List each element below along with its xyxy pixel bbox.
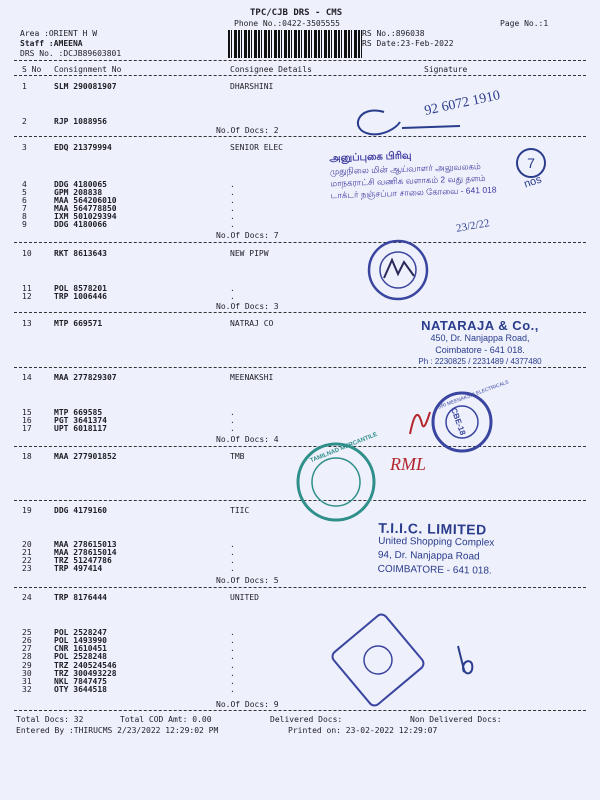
row-consignee: NEW PIPW <box>230 249 269 258</box>
stamp-line: 450, Dr. Nanjappa Road, <box>430 333 530 343</box>
row-consignment: MTP 669571 <box>54 319 103 328</box>
row-consignee: . <box>230 548 235 557</box>
row-consignment: EDQ 21379994 <box>54 143 112 152</box>
row-consignment: MAA 277901852 <box>54 452 117 461</box>
meenakshi-seal-center: CBE-18 <box>449 406 468 437</box>
red-signature <box>404 404 434 440</box>
row-sno: 13 <box>22 319 32 328</box>
col-signature: Signature <box>424 65 468 74</box>
row-sno: 19 <box>22 506 32 515</box>
row-consignee: TIIC <box>230 506 250 515</box>
row-consignment: MAA 278615013 <box>54 540 117 549</box>
row-consignment: PGT 3641374 <box>54 416 107 425</box>
row-consignment: MTP 669585 <box>54 408 103 417</box>
row-consignee: . <box>230 188 235 197</box>
barcode <box>228 30 364 58</box>
row-consignee: . <box>230 204 235 213</box>
row-consignment: POL 2528248 <box>54 652 107 661</box>
united-seal-icon <box>330 612 426 708</box>
row-sno: 4 <box>22 180 27 189</box>
row-consignment: POL 8578201 <box>54 284 107 293</box>
row-sno: 28 <box>22 652 32 661</box>
row-sno: 27 <box>22 644 32 653</box>
row-consignment: NKL 7847475 <box>54 677 107 686</box>
no-of-docs: No.Of Docs: 2 <box>216 126 279 135</box>
drs-number: DRS No. :DCJB89603801 <box>20 49 122 58</box>
row-consignment: GPM 208838 <box>54 188 103 197</box>
meenakshi-seal-ring: SRI MEENAKSHI ELECTRICALS <box>437 379 510 411</box>
row-sno: 16 <box>22 416 32 425</box>
tmb-seal-ring: TAMILNAD MERCANTILE <box>309 431 379 465</box>
nataraja-stamp <box>390 320 570 368</box>
row-consignment: DDG 4180066 <box>54 220 107 229</box>
row-consignee: DHARSHINI <box>230 82 274 91</box>
row-consignment: POL 1493990 <box>54 636 107 645</box>
rs-date: RS Date:23-Feb-2022 <box>362 39 454 48</box>
printed-on: Printed on: 23-02-2022 12:29:07 <box>288 726 438 735</box>
divider <box>14 75 586 76</box>
stamp-line: Coimbatore - 641 018. <box>435 345 525 355</box>
round-seal-icon <box>366 238 430 302</box>
row-consignee: . <box>230 212 235 221</box>
row-consignment: CNR 1610451 <box>54 644 107 653</box>
no-of-docs: No.Of Docs: 3 <box>216 302 279 311</box>
row-sno: 15 <box>22 408 32 417</box>
row-consignee: TMB <box>230 452 245 461</box>
row-sno: 5 <box>22 188 27 197</box>
stamp-line: COIMBATORE - 641 018. <box>377 563 492 577</box>
row-consignee: . <box>230 628 235 637</box>
handwritten-initials: RML <box>390 454 426 474</box>
staff-label: Staff :AMEENA <box>20 39 83 48</box>
stamp-line: United Shopping Complex <box>378 535 495 549</box>
row-consignee: . <box>230 661 235 670</box>
row-consignee: . <box>230 292 235 301</box>
row-consignee: . <box>230 636 235 645</box>
row-sno: 24 <box>22 593 32 602</box>
entered-by: Entered By :THIRUCMS 2/23/2022 12:29:02 PM <box>16 726 219 735</box>
col-sno: S No <box>22 65 42 74</box>
row-consignee: UNITED <box>230 593 259 602</box>
row-consignment: TRZ 240524546 <box>54 661 117 670</box>
row-sno: 23 <box>22 564 32 573</box>
row-consignee: . <box>230 556 235 565</box>
row-sno: 22 <box>22 556 32 565</box>
stamp-line: 94, Dr. Nanjappa Road <box>377 549 480 563</box>
row-consignment: DDG 4180065 <box>54 180 107 189</box>
row-consignee: . <box>230 284 235 293</box>
row-sno: 7 <box>22 204 27 213</box>
row-consignee: . <box>230 540 235 549</box>
row-consignee: NATRAJ CO <box>230 319 274 328</box>
handwritten-nos: nos <box>522 173 544 191</box>
row-consignee: . <box>230 644 235 653</box>
col-consignment: Consignment No <box>54 65 122 74</box>
row-consignee: SENIOR ELEC <box>230 143 283 152</box>
divider <box>14 312 586 313</box>
delivered-docs: Delivered Docs: <box>270 715 343 724</box>
row-sno: 1 <box>22 82 27 91</box>
no-of-docs: No.Of Docs: 4 <box>216 435 279 444</box>
divider <box>14 60 586 61</box>
total-cod-amount: Total COD Amt: 0.00 <box>120 715 212 724</box>
row-sno: 29 <box>22 661 32 670</box>
row-consignee: . <box>230 408 235 417</box>
row-consignee: . <box>230 180 235 189</box>
senior-elec-stamp <box>329 147 521 202</box>
rs-number: RS No.:896038 <box>362 29 425 38</box>
row-consignment: POL 2528247 <box>54 628 107 637</box>
row-consignment: TRP 8176444 <box>54 593 107 602</box>
row-sno: 14 <box>22 373 32 382</box>
row-consignee: . <box>230 652 235 661</box>
no-of-docs: No.Of Docs: 5 <box>216 576 279 585</box>
stamp-line: டாக்டர் நஞ்சப்பா சாலை கோவை - 641 018 <box>330 184 497 201</box>
row-consignment: MAA 278615014 <box>54 548 117 557</box>
row-sno: 2 <box>22 117 27 126</box>
row-sno: 25 <box>22 628 32 637</box>
area-label: Area :ORIENT H W <box>20 29 98 38</box>
row-consignment: TRZ 300493228 <box>54 669 117 678</box>
row-consignment: UPT 6018117 <box>54 424 107 433</box>
row-consignee: . <box>230 677 235 686</box>
row-sno: 30 <box>22 669 32 678</box>
row-consignment: SLM 290081907 <box>54 82 117 91</box>
divider <box>14 242 586 243</box>
row-consignment: TRP 497414 <box>54 564 103 573</box>
row-consignee: . <box>230 564 235 573</box>
row-sno: 18 <box>22 452 32 461</box>
total-docs: Total Docs: 32 <box>16 715 84 724</box>
stamp-line: முதுநிலை மின் ஆய்வாளர் அலுவலகம் <box>329 161 481 177</box>
stamp-line: T.I.I.C. LIMITED <box>378 519 487 538</box>
divider <box>14 710 586 711</box>
row-consignee: . <box>230 685 235 694</box>
row-consignment: OTY 3644518 <box>54 685 107 694</box>
row-consignee: . <box>230 220 235 229</box>
row-sno: 21 <box>22 548 32 557</box>
row-sno: 6 <box>22 196 27 205</box>
row-consignment: MAA 564778850 <box>54 204 117 213</box>
row-consignment: MAA 277829307 <box>54 373 117 382</box>
row-consignment: RJP 1088956 <box>54 117 107 126</box>
no-of-docs: No.Of Docs: 7 <box>216 231 279 240</box>
no-of-docs: No.Of Docs: 9 <box>216 700 279 709</box>
row-sno: 11 <box>22 284 32 293</box>
row-consignment: RKT 8613643 <box>54 249 107 258</box>
row-consignee: MEENAKSHI <box>230 373 274 382</box>
row-consignee: . <box>230 669 235 678</box>
row-consignment: MAA 564206010 <box>54 196 117 205</box>
handwritten-phone: 92 6072 1910 <box>423 88 502 119</box>
row-sno: 17 <box>22 424 32 433</box>
row-sno: 8 <box>22 212 27 221</box>
row-consignment: IXM 501029394 <box>54 212 117 221</box>
stamp-line: மாநகராட்சி வணிக வளாகம் 2 வது தளம் <box>330 172 486 189</box>
row-consignee: . <box>230 424 235 433</box>
row-sno: 10 <box>22 249 32 258</box>
stamp-line: Ph : 2230825 / 2231489 / 4377480 <box>418 357 542 366</box>
row-sno: 20 <box>22 540 32 549</box>
row-sno: 31 <box>22 677 32 686</box>
row-sno: 9 <box>22 220 27 229</box>
row-sno: 3 <box>22 143 27 152</box>
row-sno: 32 <box>22 685 32 694</box>
blue-signature <box>450 640 480 680</box>
row-consignment: TRP 1006446 <box>54 292 107 301</box>
row-consignee: . <box>230 196 235 205</box>
row-sno: 12 <box>22 292 32 301</box>
row-consignment: DDG 4179160 <box>54 506 107 515</box>
divider <box>14 587 586 588</box>
row-consignment: TRZ 51247786 <box>54 556 112 565</box>
doc-title: TPC/CJB DRS - CMS <box>250 8 343 18</box>
row-consignee: . <box>230 416 235 425</box>
non-delivered-docs: Non Delivered Docs: <box>410 715 502 724</box>
stamp-line: அனுப்புகை பிரிவு <box>329 150 412 165</box>
row-sno: 26 <box>22 636 32 645</box>
tiic-stamp <box>378 521 529 580</box>
col-consignee: Consignee Details <box>230 65 312 74</box>
count-circle: 7 <box>516 148 546 178</box>
phone-number: Phone No.:0422-3505555 <box>234 19 340 28</box>
stamp-line: NATARAJA & Co., <box>421 318 539 333</box>
handwritten-date: 23/2/22 <box>455 217 491 235</box>
page-number: Page No.:1 <box>500 19 549 28</box>
